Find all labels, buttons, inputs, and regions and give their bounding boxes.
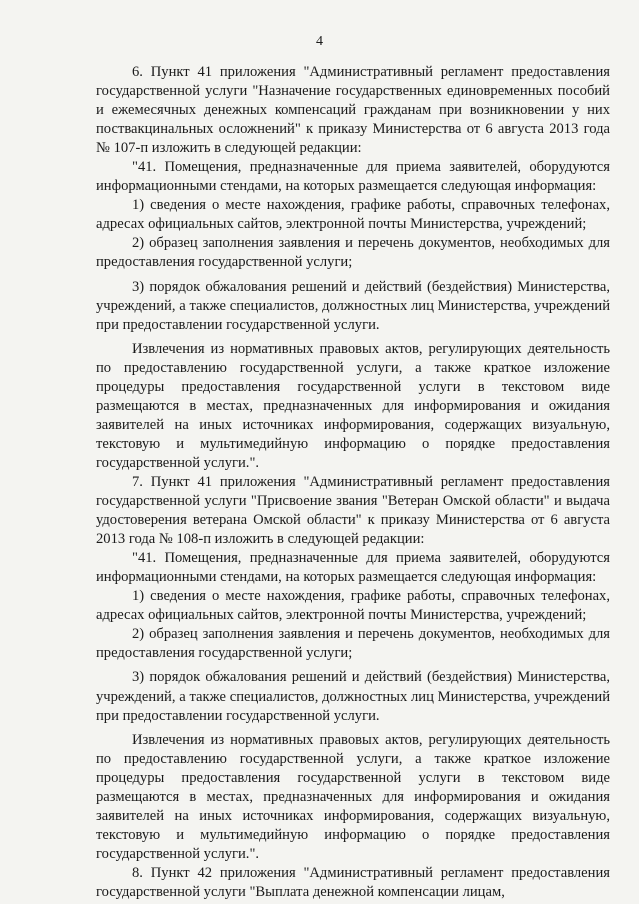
list-item-1: 1) сведения о месте нахождения, графике работы, справочных телефонах, адресах официальных сайтов, электронной почты Министерства, учреждений;	[96, 588, 610, 624]
list-item-2: 2) образец заполнения заявления и перечень документов, необходимых для предоставления государственной услуги;	[96, 626, 610, 662]
page-number: 4	[316, 34, 323, 49]
paragraph-item-8: 8. Пункт 42 приложения "Административный регламент предоставления государственной услуги "Выплата денежной компенсации лицам,	[96, 864, 610, 900]
list-item-1: 1) сведения о месте нахождения, графике работы, справочных телефонах, адресах официальных сайтов, электронной почты Министерства, учреждений;	[96, 197, 610, 233]
list-item-2: 2) образец заполнения заявления и перечень документов, необходимых для предоставления государственной услуги;	[96, 235, 610, 271]
paragraph-item-7: 7. Пункт 41 приложения "Административный регламент предоставления государственной услуги "Присвоение звания "Ветеран Омской области" и выдача удостоверения ветерана Омской области" к приказу Министерства от 6 августа 2013 года № 108-п изложить в следующей редакции:	[96, 473, 610, 548]
document-body	[96, 63, 610, 902]
extracts-paragraph: Извлечения из нормативных правовых актов, регулирующих деятельность по предоставлению государственной услуги, а также краткое изложение процедуры предоставления государственной услуги в текстовом виде размещаются в местах, предназначенных для информирования и ожидания заявителей на иных источниках информирования, содержащих визуальную, текстовую и мультимедийную информацию о порядке предоставления государственной услуги.".	[96, 340, 610, 471]
quoted-item-41-intro: "41. Помещения, предназначенные для приема заявителей, оборудуются информационными стендами, на которых размещается следующая информация:	[96, 550, 610, 586]
list-item-3: 3) порядок обжалования решений и действий (бездействия) Министерства, учреждений, а также специалистов, должностных лиц Министерства, учреждений при предоставлении государственной услуги.	[96, 669, 610, 724]
quoted-item-41-intro: "41. Помещения, предназначенные для приема заявителей, оборудуются информационными стендами, на которых размещается следующая информация:	[96, 159, 610, 195]
list-item-3: 3) порядок обжалования решений и действий (бездействия) Министерства, учреждений, а также специалистов, должностных лиц Министерства, учреждений при предоставлении государственной услуги.	[96, 278, 610, 333]
extracts-paragraph: Извлечения из нормативных правовых актов, регулирующих деятельность по предоставлению государственной услуги, а также краткое изложение процедуры предоставления государственной услуги в текстовом виде размещаются в местах, предназначенных для информирования и ожидания заявителей на иных источниках информирования, содержащих визуальную, текстовую и мультимедийную информацию о порядке предоставления государственной услуги.".	[96, 731, 610, 862]
paragraph-item-6: 6. Пункт 41 приложения "Административный регламент предоставления государственной услуги "Назначение государственных единовременных пособий и ежемесячных денежных компенсаций гражданам при возникновении у них поствакцинальных осложнений" к приказу Министерства от 6 августа 2013 года № 107-п изложить в следующей редакции:	[96, 64, 610, 157]
